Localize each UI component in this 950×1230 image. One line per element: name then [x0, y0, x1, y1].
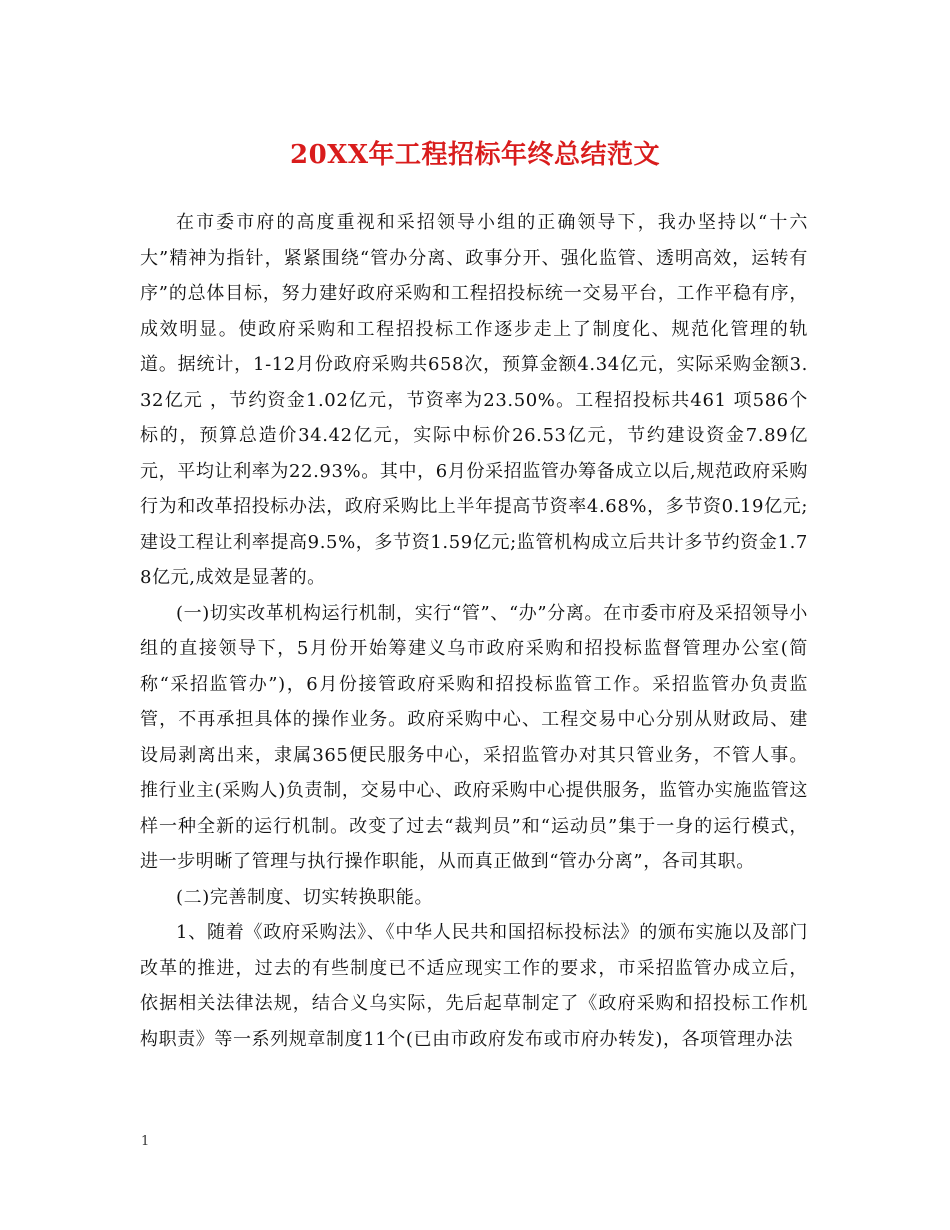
paragraph-section-2-heading: (二)完善制度、切实转换职能。: [176, 886, 434, 908]
paragraph-section-1: (一)切实改革机构运行机制，实行“管”、“办”分离。在市委市府及采招领导小组的直接领导下，5月份开始筹建义乌市政府采购和招投标监督管理办公室(简称“采招监管办”)，6月份接管政府采购和招投标监管工作。采招监管办负责监管，不再承担具体的操作业务。政府采购中心、工程交易中心分别从财政局、建设局剥离出来，隶属365便民服务中心，采招监管办对其只管业务，不管人事。推行业主(采购人)负责制，交易中心、政府采购中心提供服务，监管办实施监管这样一种全新的运行机制。改变了过去“裁判员”和“运动员”集于一身的运行模式，进一步明晰了管理与执行操作职能，从而真正做到“管办分离”，各司其职。: [140, 602, 808, 872]
paragraph-section-2-item-1: 1、随着《政府采购法》、《中华人民共和国招标投标法》的颁布实施以及部门改革的推进，过去的有些制度已不适应现实工作的要求，市采招监管办成立后，依据相关法律法规，结合义乌实际，先后起草制定了《政府采购和招投标工作机构职责》等一系列规章制度11个(已由市政府发布或市府办转发)，各项管理办法: [140, 922, 808, 1050]
page-number: 1: [141, 1134, 150, 1149]
paragraph-intro: 在市委市府的高度重视和采招领导小组的正确领导下，我办坚持以“十六大”精神为指针，紧紧围绕“管办分离、政事分开、强化监管、透明高效，运转有序”的总体目标，努力建好政府采购和工程招投标统一交易平台，工作平稳有序，成效明显。使政府采购和工程招投标工作逐步走上了制度化、规范化管理的轨道。据统计，1-12月份政府采购共658次，预算金额4.34亿元，实际采购金额3.32亿元 ，节约资金1.02亿元，节资率为23.50%。工程招投标共461 项586个标的，预算总造价34.42亿元，实际中标价26.53亿元，节约建设资金7.89亿元，平均让利率为22.93%。其中，6月份采招监管办筹备成立以后,规范政府采购行为和改革招投标办法，政府采购比上半年提高节资率4.68%，多节资0.19亿元;建设工程让利率提高9.5%，多节资1.59亿元;监管机构成立后共计多节约资金1.78亿元,成效是显著的。: [140, 212, 808, 588]
document-body: [140, 205, 808, 1057]
document-title: 20XX年工程招标年终总结范文: [289, 140, 661, 170]
